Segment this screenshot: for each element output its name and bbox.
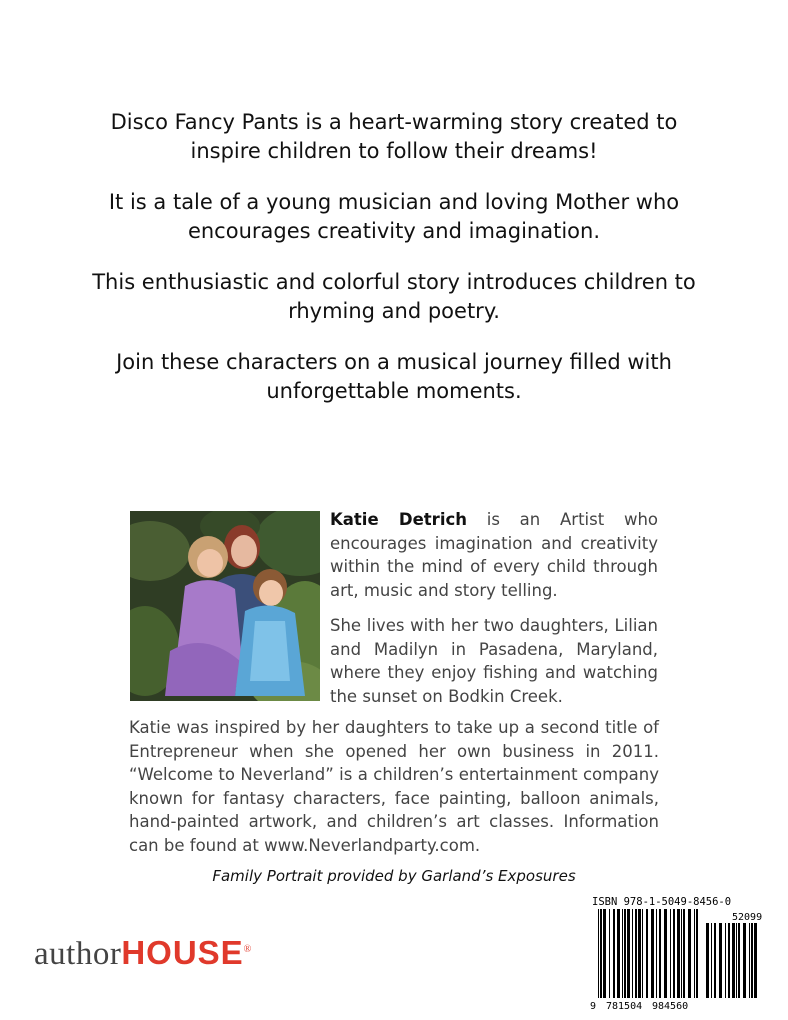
ean-bars [598,909,698,998]
ean-digits-group2: 984560 [652,1001,689,1011]
publisher-logo-house: HOUSE [121,934,244,971]
barcode-bar [728,923,730,998]
barcode-bar [635,909,637,998]
family-portrait-photo [130,511,320,701]
barcode-bar [622,909,623,998]
barcode-bar [638,909,641,998]
barcode-bar [725,923,726,998]
barcode-bar [743,923,746,998]
author-intro-text: is an Artist who encourages imagination and creativity within the mind of every child through art, music and story telling. [330,510,658,600]
description-paragraph-4: Join these characters on a musical journey filled with unforgettable moments. [116,350,672,403]
family-portrait-illustration [130,511,320,701]
barcode-bar [751,923,753,998]
publisher-logo-author: author [34,936,122,972]
barcode-bar [646,909,648,998]
barcode-bar [736,923,737,998]
description-paragraph-2: It is a tale of a young musician and loving Mother who encourages creativity and imagination. [108,190,680,243]
author-intro [330,508,658,602]
publisher-logo [34,934,252,973]
barcode-bar [642,909,643,998]
isbn-barcode [590,895,764,1011]
barcode-bar [624,909,626,998]
barcode-bar [738,923,740,998]
barcode-bar [754,923,757,998]
barcode-bar [627,909,630,998]
barcode-bar [670,909,671,998]
author-family: She lives with her two daughters, Lilian and Madilyn in Pasadena, Maryland, where they enjoy fishing and watching the sunset on Bodkin Creek. [330,616,658,706]
author-name: Katie Detrich [330,510,467,529]
barcode-bar [681,909,682,998]
barcode-bar [656,909,657,998]
ean-digit-left: 9 [590,1001,597,1011]
author-bio-side [330,508,658,720]
barcode-bar [711,923,712,998]
author-business: Katie was inspired by her daughters to take up a second title of Entrepreneur when she opened her own business in 2011. “Welcome to Neverland” is a children’s entertainment company known for fantasy characters, face painting, balloon animals, hand-painted artwork, and children’s art classes. Information can be found at www.Neverlandparty.com. [129,718,659,855]
barcode-bar [598,909,599,998]
barcode-bar [664,909,667,998]
barcode-bar [696,909,698,998]
barcode-bar [613,909,615,998]
barcode-bar [632,909,633,998]
barcode-bar [609,909,610,998]
barcode-bar [683,909,685,998]
barcode-bar [659,909,661,998]
barcode-bar [673,909,675,998]
barcode-bar [714,923,716,998]
barcode-bar [732,923,735,998]
barcode-bar [688,909,691,998]
isbn-text: ISBN 978-1-5049-8456-0 [592,896,732,908]
barcode-bar [719,923,722,998]
registered-mark: ® [243,944,252,955]
barcode-bar [677,909,680,998]
barcode-bar [706,923,709,998]
back-cover-description [90,108,698,428]
description-paragraph-1: Disco Fancy Pants is a heart-warming story created to inspire children to follow their dreams! [110,110,678,163]
barcode-bar [603,909,606,998]
barcode-bar [694,909,695,998]
barcode-bar [651,909,654,998]
barcode-bar [600,909,602,998]
ean-digits-group1: 781504 [606,1001,643,1011]
barcode-bar [749,923,750,998]
price-code-text: 52099 [732,912,763,923]
photo-credit: Family Portrait provided by Garland’s Exposures [212,867,576,885]
barcode-bar [617,909,620,998]
description-paragraph-3: This enthusiastic and colorful story introduces children to rhyming and poetry. [92,270,696,323]
